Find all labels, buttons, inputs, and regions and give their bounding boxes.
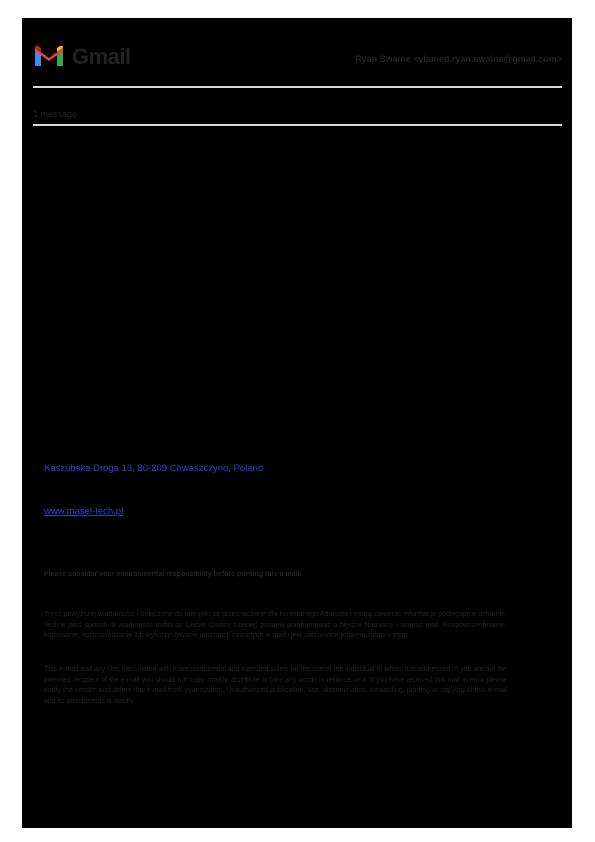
polish-confidentiality-notice: Treść powyższej wiadomości i dołączone do niej pliki są przeznaczone dla konkretnego Adresata i mogą zawierać informacje podlegające ochronie. Jeśli w jakiś sposób ta wiadomość trafiła do Ciebie (Osoby trzeciej) prosimy poinformować o błędzie Nadawcę i usunąć mail. Rozpowszechnianie, kopiowanie, rozprowadzanie lub wykorzystywanie informacji zawartych w mailu jest zabronione prawem zabronionym. [44,611,507,639]
gmail-brand-label: Gmail [72,44,131,69]
header-divider [33,86,562,88]
english-confidentiality-notice: This e-mail and any files transmitted with it are confidential and intended solely for the use of the individual to whom it is addressed. If you are not the intended recipient of the e-mail you should not copy, modify, distribute or take any action in reliance on it. If you have received this mail in error please notify the sender and delete this e-mail from your system. Unauthorized publication, use, dissemination, forwarding, printing or copying of this e-mail and its attachments is strictly [44,666,507,705]
environment-note: Please consider your environmental responsibility before printing this e-mail. [44,571,302,578]
message-count: 1 message [33,109,78,119]
signature-address: Kaszubska Droga 13, 80-209 Chwaszczyno, Poland [44,463,264,474]
message-divider [33,124,562,126]
sender-address: Ryan Swaine <viamed.ryan.swaine@gmail.com> [355,54,562,64]
signature-website-link[interactable]: www.masel-tech.pl [44,506,124,517]
gmail-logo-icon [33,44,65,68]
